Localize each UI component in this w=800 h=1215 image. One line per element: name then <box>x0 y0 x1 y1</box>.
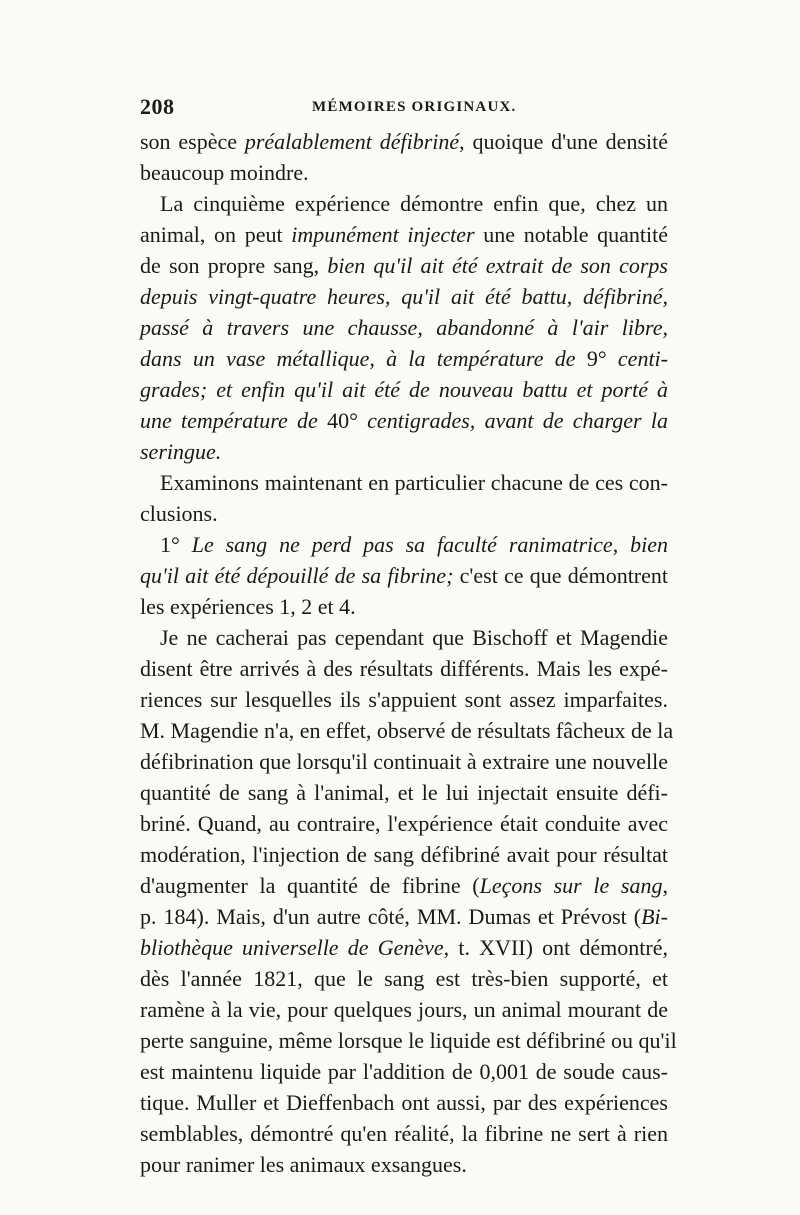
body-text <box>140 126 677 1180</box>
page-header <box>140 94 668 124</box>
text-line <box>140 839 668 870</box>
text-segment: une notable quantité <box>474 222 668 247</box>
text-line <box>140 436 668 467</box>
text-segment: beaucoup moindre. <box>140 160 309 185</box>
text-segment: riences sur lesquelles ils s'appuient sont assez imparfaites. <box>140 687 668 712</box>
text-line <box>140 1056 668 1087</box>
italic-text: préalablement défibriné <box>244 129 460 154</box>
text-line <box>140 808 668 839</box>
text-segment: disent être arrivés à des résultats différents. Mais les expé- <box>140 656 668 681</box>
italic-text: bien qu'il ait été extrait de son corps <box>327 253 668 278</box>
text-line <box>140 498 668 529</box>
text-segment: dès l'année 1821, que le sang est très-bien supporté, et <box>140 966 668 991</box>
text-segment: 9° <box>586 346 607 371</box>
text-line <box>140 219 668 250</box>
text-segment: d'augmenter la quantité de fibrine ( <box>140 873 480 898</box>
text-segment: les expériences 1, 2 et 4. <box>140 594 356 619</box>
italic-text: impunément injecter <box>291 222 475 247</box>
text-line <box>140 374 668 405</box>
text-segment: pour ranimer les animaux exsangues. <box>140 1152 467 1177</box>
italic-text: dans un vase métallique, à la température de <box>140 346 587 371</box>
text-line <box>140 126 668 157</box>
italic-text: centi- <box>606 346 668 371</box>
italic-text: qu'il ait été dépouillé de sa fibrine; <box>140 563 454 588</box>
text-segment: , <box>662 873 668 898</box>
italic-text: Bi- <box>641 904 668 929</box>
text-line <box>140 963 668 994</box>
text-line <box>140 591 668 622</box>
italic-text: seringue. <box>140 439 222 464</box>
text-line <box>140 622 668 653</box>
italic-text: Leçons sur le sang <box>479 873 663 898</box>
text-segment: , t. XVII) ont démontré, <box>443 935 668 960</box>
text-line <box>140 467 668 498</box>
text-line <box>140 777 668 808</box>
page-number: 208 <box>140 94 175 119</box>
text-line <box>140 932 668 963</box>
text-segment: perte sanguine, même lorsque le liquide est défibriné ou qu'il <box>140 1028 677 1053</box>
text-segment: modération, l'injection de sang défibriné avait pour résultat <box>140 842 668 867</box>
italic-text: centigrades, avant de charger la <box>357 408 668 433</box>
text-segment: animal, on peut <box>140 222 292 247</box>
text-line <box>140 157 668 188</box>
text-segment: clusions. <box>140 501 218 526</box>
text-segment: 40° <box>327 408 358 433</box>
text-segment: M. Magendie n'a, en effet, observé de résultats fâcheux de la <box>140 718 674 743</box>
text-segment: son espèce <box>140 129 245 154</box>
text-segment: de son propre sang, <box>140 253 328 278</box>
running-title: MÉMOIRES ORIGINAUX. <box>312 99 517 115</box>
text-segment: semblables, démontré qu'en réalité, la fibrine ne sert à rien <box>140 1121 668 1146</box>
text-line <box>140 746 668 777</box>
text-segment: Je ne cacherai pas cependant que Bischoff et Magendie <box>160 625 668 650</box>
text-line <box>140 901 668 932</box>
text-segment: défibrination que lorsqu'il continuait à extraire une nouvelle <box>140 749 668 774</box>
text-segment: La cinquième expérience démontre enfin que, chez un <box>160 191 668 216</box>
text-line <box>140 1149 668 1180</box>
text-line <box>140 250 668 281</box>
text-line <box>140 653 668 684</box>
text-line <box>140 1118 668 1149</box>
text-segment: briné. Quand, au contraire, l'expérience était conduite avec <box>140 811 668 836</box>
text-line <box>140 343 668 374</box>
text-segment: , quoique d'une densité <box>459 129 668 154</box>
text-segment: p. 184). Mais, d'un autre côté, MM. Dumas et Prévost ( <box>140 904 642 929</box>
italic-text: grades; et enfin qu'il ait été de nouveau battu et porté à <box>140 377 668 402</box>
text-line <box>140 1087 668 1118</box>
text-line <box>140 405 668 436</box>
italic-text: depuis vingt-quatre heures, qu'il ait été battu, défibriné, <box>140 284 668 309</box>
italic-text: bliothèque universelle de Genève <box>140 935 444 960</box>
text-line <box>140 188 668 219</box>
text-line <box>140 1025 677 1056</box>
text-line <box>140 870 668 901</box>
text-segment: est maintenu liquide par l'addition de 0,001 de soude caus- <box>140 1059 668 1084</box>
italic-text: passé à travers une chausse, abandonné à l'air libre, <box>140 315 668 340</box>
text-segment: ramène à la vie, pour quelques jours, un animal mourant de <box>140 997 668 1022</box>
italic-text: une température de <box>140 408 328 433</box>
text-line <box>140 560 668 591</box>
text-line <box>140 281 668 312</box>
text-segment: quantité de sang à l'animal, et le lui injectait ensuite défi- <box>140 780 668 805</box>
italic-text: Le sang ne perd pas sa faculté ranimatrice, bien <box>191 532 668 557</box>
text-segment: 1° <box>160 532 192 557</box>
text-segment: c'est ce que démontrent <box>453 563 669 588</box>
text-line <box>140 529 668 560</box>
text-line <box>140 684 668 715</box>
text-line <box>140 312 668 343</box>
text-line <box>140 994 668 1025</box>
text-segment: tique. Muller et Dieffenbach ont aussi, par des expériences <box>140 1090 668 1115</box>
text-segment: Examinons maintenant en particulier chacune de ces con- <box>160 470 668 495</box>
text-line <box>140 715 674 746</box>
